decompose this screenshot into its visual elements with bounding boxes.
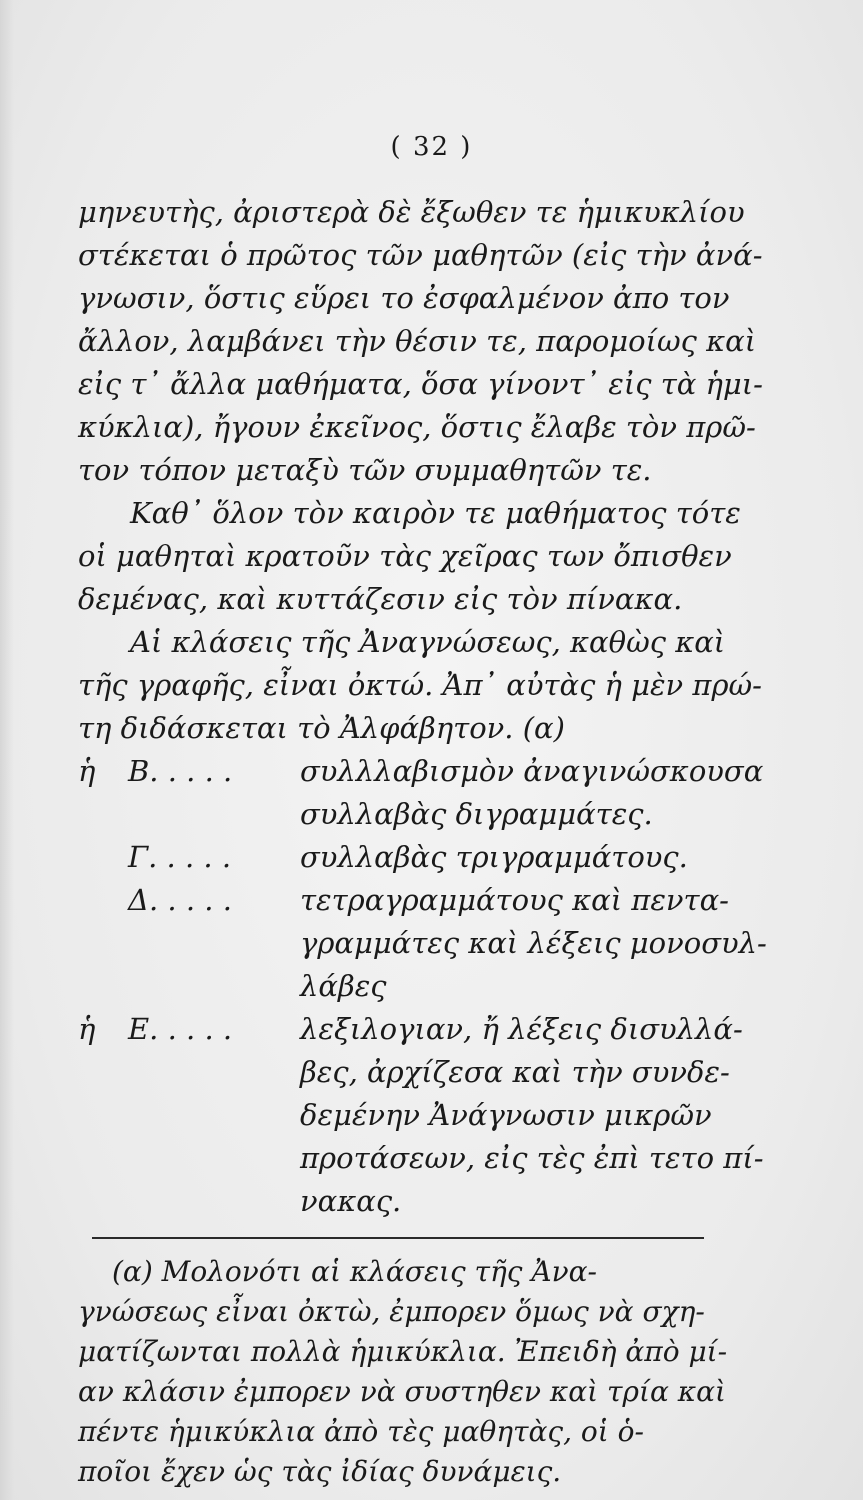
class-description: λάβες: [300, 969, 387, 1003]
class-description: συλλαβὰς διγραμμάτες.: [300, 797, 653, 831]
class-description: τετραγραμμάτους καὶ πεντα-: [300, 883, 729, 917]
footnote-line: (α) Μολονότι αἱ κλάσεις τῆς Ἀνα-: [112, 1255, 597, 1288]
body-line: κύκλια), ἤγουν ἐκεῖνος, ὅστις ἔλαβε τὸν πρῶ-: [78, 410, 756, 444]
footnote-line: πέντε ἡμικύκλια ἀπὸ τὲς μαθητὰς, οἱ ὁ-: [78, 1415, 644, 1448]
page-spine-shadow: [0, 0, 14, 1500]
footnote-line: γνώσεως εἶναι ὀκτὼ, ἐμπορεν ὅμως νὰ σχη-: [78, 1295, 705, 1328]
body-line: εἰς τ᾽ ἄλλα μαθήματα, ὅσα γίνοντ᾽ εἰς τὰ ἡμι-: [78, 367, 763, 401]
footnote-separator: [92, 1237, 704, 1239]
class-label: Δ. . . . .: [128, 883, 232, 917]
body-line: οἱ μαθηταὶ κρατοῦν τὰς χεῖρας των ὄπισθεν: [78, 539, 732, 573]
class-label: Γ. . . . .: [128, 840, 232, 874]
class-description: δεμένην Ἀνάγνωσιν μικρῶν: [300, 1098, 712, 1132]
body-line: τον τόπον μεταξὺ τῶν συμμαθητῶν τε.: [78, 453, 652, 487]
body-line: μηνευτὴς, ἀριστερὰ δὲ ἔξωθεν τε ἡμικυκλίου: [78, 195, 745, 229]
class-description: λεξιλογιαν, ἤ λέξεις δισυλλά-: [300, 1012, 743, 1046]
body-line: γνωσιν, ὅστις εὕρει το ἐσφαλμένον ἀπο τον: [78, 281, 730, 315]
class-prefix: ἡ: [78, 1012, 96, 1046]
body-line: Αἱ κλάσεις τῆς Ἀναγνώσεως, καθὼς καὶ: [130, 625, 726, 659]
class-description: συλλλαβισμὸν ἀναγινώσκουσα: [300, 754, 764, 788]
footnote-line: ματίζωνται πολλὰ ἡμικύκλια. Ἐπειδὴ ἀπὸ μί-: [78, 1335, 728, 1368]
class-label: Β. . . . .: [128, 754, 233, 788]
footnote-line: αν κλάσιν ἐμπορεν νὰ συστηθεν καὶ τρία καὶ: [78, 1375, 727, 1408]
class-label: Ε. . . . .: [128, 1012, 233, 1046]
class-prefix: ἡ: [78, 754, 96, 788]
body-line: τη διδάσκεται τὸ Ἀλφάβητον. (α): [78, 711, 565, 745]
page-number: ( 32 ): [390, 132, 473, 162]
class-description: γραμμάτες καὶ λέξεις μονοσυλ-: [300, 926, 767, 960]
body-line: ἄλλον, λαμβάνει τὴν θέσιν τε, παρομοίως καὶ: [78, 324, 757, 358]
class-description: συλλαβὰς τριγραμμάτους.: [300, 840, 688, 874]
class-description: νακας.: [300, 1184, 402, 1218]
body-line: δεμένας, καὶ κυττάζεσιν εἰς τὸν πίνακα.: [78, 582, 683, 616]
footnote-line: ποῖοι ἔχεν ὡς τὰς ἰδίας δυνάμεις.: [78, 1455, 562, 1488]
class-description: βες, ἀρχίζεσα καὶ τὴν συνδε-: [300, 1055, 730, 1089]
body-line: τῆς γραφῆς, εἶναι ὀκτώ. Ἀπ᾽ αὐτὰς ἡ μὲν πρώ-: [78, 668, 762, 702]
class-description: προτάσεων, εἰς τὲς ἐπὶ τετο πί-: [300, 1141, 764, 1175]
body-line: στέκεται ὁ πρῶτος τῶν μαθητῶν (εἰς τὴν ἀνά-: [78, 238, 763, 272]
body-line: Καθ᾽ ὅλον τὸν καιρὸν τε μαθήματος τότε: [130, 496, 741, 530]
